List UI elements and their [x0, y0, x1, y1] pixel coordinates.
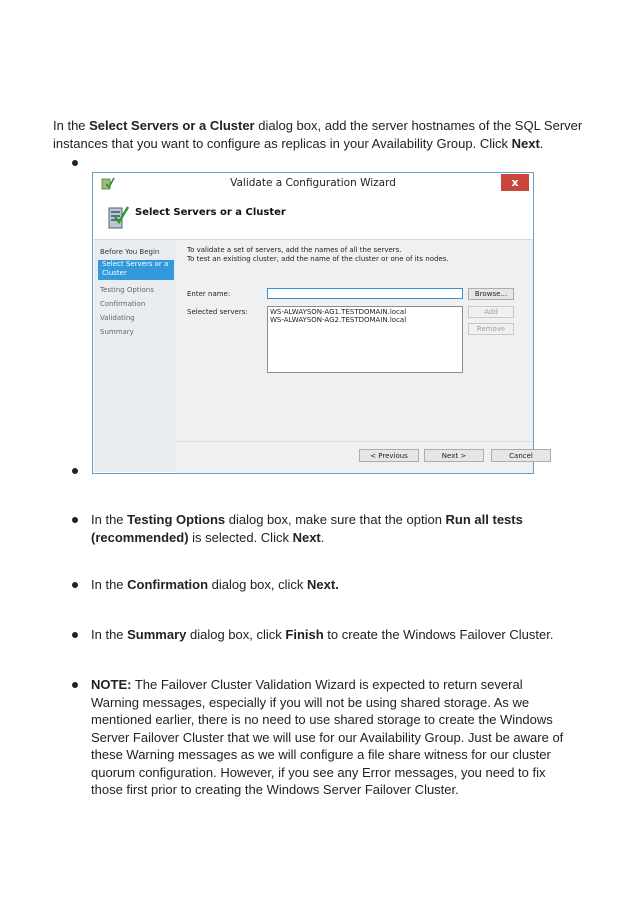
- bullet-dot: [72, 682, 78, 688]
- nav-item-testing-options[interactable]: Testing Options: [100, 286, 154, 294]
- nav-item-validating[interactable]: Validating: [100, 314, 135, 322]
- dialog-instruction-1: To validate a set of servers, add the names of all the servers.: [187, 246, 402, 254]
- list-item[interactable]: WS-ALWAYSON-AG2.TESTDOMAIN.local: [270, 316, 407, 324]
- bullet-dot: [72, 582, 78, 588]
- nav-item-select-servers[interactable]: Select Servers or a Cluster: [98, 260, 174, 280]
- intro-paragraph: [53, 117, 593, 152]
- wizard-step-nav: [94, 240, 176, 472]
- selected-servers-list[interactable]: [267, 306, 463, 373]
- bullet-dot: [72, 160, 78, 166]
- dialog-heading: Select Servers or a Cluster: [135, 207, 286, 218]
- list-item[interactable]: WS-ALWAYSON-AG1.TESTDOMAIN.local: [270, 308, 407, 316]
- nav-item-summary[interactable]: Summary: [100, 328, 134, 336]
- dialog-title: Validate a Configuration Wizard: [230, 177, 396, 189]
- wizard-dialog-screenshot: [92, 172, 534, 474]
- dialog-instruction-2: To test an existing cluster, add the name of the cluster or one of its nodes.: [187, 255, 449, 263]
- list-item-testing-options: In the Testing Options dialog box, make sure that the option Run all tests (recommended) is selected. Click Next.: [91, 512, 523, 545]
- nav-item-confirmation[interactable]: Confirmation: [100, 300, 146, 308]
- cancel-button[interactable]: Cancel: [491, 449, 551, 462]
- previous-button[interactable]: < Previous: [359, 449, 419, 462]
- intro-text: In the: [53, 118, 90, 133]
- bullet-dot: [72, 468, 78, 474]
- list-item-confirmation: In the Confirmation dialog box, click Next.: [91, 577, 339, 592]
- selected-servers-label: Selected servers:: [187, 308, 248, 316]
- enter-name-input[interactable]: [267, 288, 463, 299]
- remove-button[interactable]: Remove: [468, 323, 514, 335]
- enter-name-label: Enter name:: [187, 290, 231, 298]
- bullet-dot: [72, 632, 78, 638]
- nav-item-before-you-begin[interactable]: Before You Begin: [100, 248, 160, 256]
- dialog-header: [94, 195, 532, 240]
- intro-text: .: [539, 135, 544, 151]
- intro-bold-dialog-name: Select Servers or a Cluster: [89, 118, 255, 133]
- add-button[interactable]: Add: [468, 306, 514, 318]
- close-icon[interactable]: x: [501, 174, 529, 191]
- next-button[interactable]: Next >: [424, 449, 484, 462]
- list-item-note: NOTE: The Failover Cluster Validation Wizard is expected to return several Warning messages, especially if you will not be using shared storage. As we mentioned earlier, there is no need to use shared storage to create the Windows Server Failover Cluster that we will use for our Availability Group. Just be aware of these Warning messages as we will configure a file share witness for our cluster quorum configuration. However, if you see any Error messages, you need to fix those first prior to creating the Windows Server Failover Cluster.: [91, 677, 564, 797]
- intro-text: dialog box, add the server hostnames of the SQL Server instances that you want to configure as replicas in your Availability Group. Click: [53, 118, 583, 151]
- bullet-dot: [72, 517, 78, 523]
- list-item-summary: In the Summary dialog box, click Finish to create the Windows Failover Cluster.: [91, 627, 554, 642]
- intro-bold-next: Next: [511, 135, 540, 151]
- cluster-validate-icon: [106, 203, 130, 231]
- browse-button[interactable]: Browse...: [468, 288, 514, 300]
- dialog-titlebar: [93, 173, 533, 195]
